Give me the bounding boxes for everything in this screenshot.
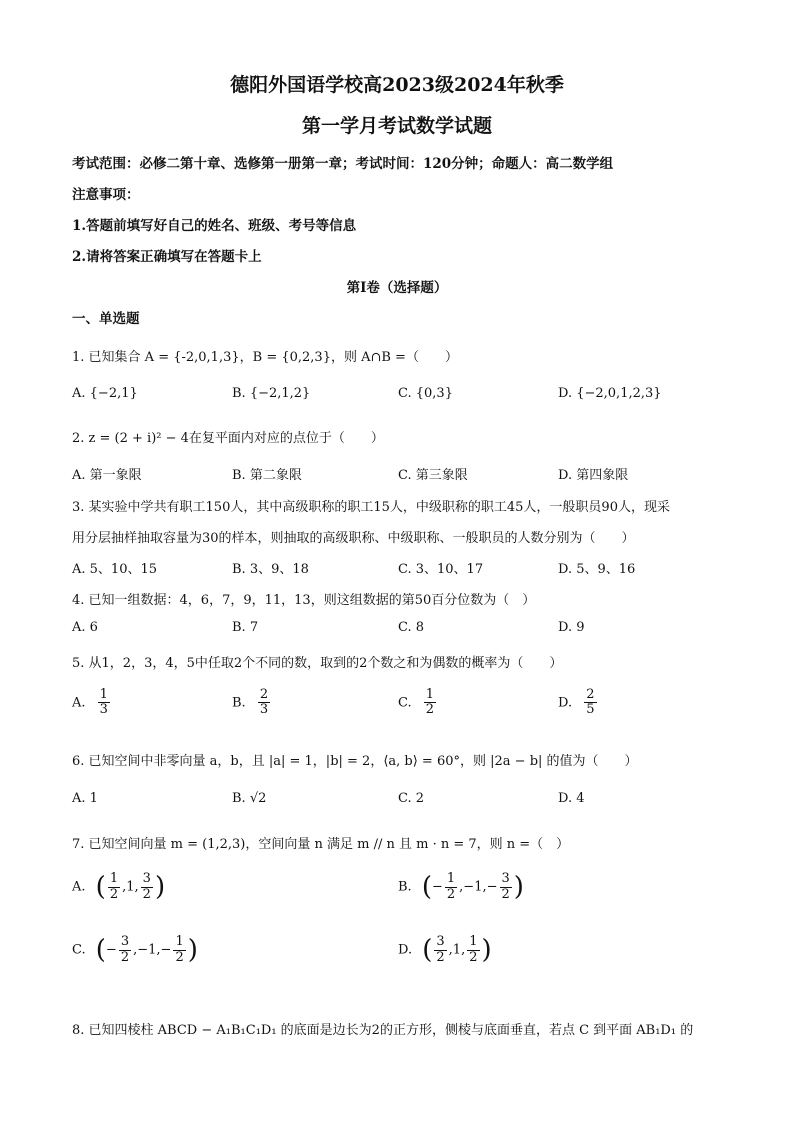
fraction-denominator: 2 (175, 949, 184, 965)
question-1-option-b: B. {−2,1,2} (232, 386, 311, 401)
option-letter: C. (398, 695, 412, 711)
option-letter: C. (72, 942, 86, 958)
option-letter: D. (398, 942, 413, 958)
question-4-stem: 4. 已知一组数据：4，6，7，9，11，13，则这组数据的第50百分位数为（ ） (72, 593, 536, 608)
option-letter: B. (232, 695, 246, 711)
question-3-option-d: D. 5、9、16 (558, 562, 636, 577)
fraction (141, 872, 153, 902)
fraction-numerator: 1 (446, 871, 456, 887)
paren-left: ( (421, 872, 432, 902)
option-letter: A. (72, 879, 86, 895)
question-2-option-b: B. 第二象限 (232, 468, 302, 483)
question-4-option-c: C. 8 (398, 620, 425, 635)
question-6-option-a: A. 1 (72, 791, 98, 806)
question-7-option-c (72, 935, 198, 965)
middle-terms: ,−1,− (133, 942, 172, 958)
exam-info: 考试范围：必修二第十章、选修第一册第一章；考试时间：120分钟；命题人：高二数学组 (72, 156, 614, 172)
fraction-numerator: 3 (120, 934, 130, 950)
fraction-numerator: 2 (259, 687, 269, 702)
question-3-option-a: A. 5、10、15 (72, 562, 158, 577)
fraction-numerator: 1 (109, 871, 119, 887)
question-5-option-c (398, 688, 438, 718)
fraction-numerator: 3 (142, 871, 151, 887)
question-4-option-d: D. 9 (558, 620, 585, 635)
sign: − (105, 942, 117, 958)
question-6-option-d: D. 4 (558, 791, 585, 806)
fraction-denominator: 2 (469, 949, 478, 965)
fraction (434, 935, 446, 965)
paren-right: ) (154, 872, 166, 902)
question-5-option-a (72, 688, 112, 718)
option-letter: D. (558, 695, 573, 711)
question-7-option-b (398, 872, 524, 902)
fraction (467, 935, 479, 965)
paren-left: ( (422, 935, 433, 965)
question-8-stem: 8. 已知四棱柱 ABCD − A₁B₁C₁D₁ 的底面是边长为2的正方形，侧棱与底面垂直，若点 C 到平面 AB₁D₁ 的 (72, 1023, 694, 1038)
fraction-denominator: 2 (501, 886, 510, 902)
question-7-option-d (398, 935, 492, 965)
fraction (424, 688, 436, 718)
question-1-option-c: C. {0,3} (398, 386, 453, 401)
paren-right: ) (513, 872, 524, 902)
fraction-numerator: 3 (436, 934, 445, 950)
fraction-denominator: 2 (120, 949, 130, 965)
exam-title-line2: 第一学月考试数学试题 (301, 115, 492, 137)
question-5-stem: 5. 从1，2，3，4，5中任取2个不同的数，取到的2个数之和为偶数的概率为（ ） (72, 656, 563, 671)
question-2-option-d: D. 第四象限 (558, 468, 629, 483)
question-3-stem-line2: 用分层抽样抽取容量为30的样本，则抽取的高级职称、中级职称、一般职员的人数分别为（ ） (72, 531, 635, 546)
question-6-stem: 6. 已知空间中非零向量 a，b，且 |a| = 1，|b| = 2，⟨a, b⟩ = 60°，则 |2a − b| 的值为（ ） (72, 754, 638, 769)
notice-item-1: 1.答题前填写好自己的姓名、班级、考号等信息 (72, 218, 357, 234)
question-4-option-b: B. 7 (232, 620, 259, 635)
question-3-stem-line1: 3. 某实验中学共有职工150人，其中高级职称的职工15人，中级职称的职工45人，一般职员90人，现采 (72, 500, 670, 515)
fraction-denominator: 2 (425, 702, 435, 718)
question-6-option-c: C. 2 (398, 791, 425, 806)
middle-terms: ,−1,− (459, 879, 498, 895)
question-1-option-d: D. {−2,0,1,2,3} (558, 386, 662, 401)
fraction-denominator: 5 (586, 702, 595, 718)
fraction-denominator: 3 (259, 702, 269, 718)
section-title: 一、单选题 (72, 311, 140, 327)
question-7-option-a (72, 872, 165, 902)
fraction-numerator: 1 (425, 687, 435, 702)
fraction-numerator: 1 (469, 934, 478, 950)
option-letter: B. (398, 879, 412, 895)
exam-title-line1: 德阳外国语学校高2023级2024年秋季 (230, 74, 564, 96)
fraction (500, 872, 512, 902)
fraction (445, 872, 457, 902)
question-3-option-c: C. 3、10、17 (398, 562, 484, 577)
fraction (98, 688, 110, 718)
question-2-option-a: A. 第一象限 (72, 468, 142, 483)
fraction (173, 935, 185, 965)
fraction-denominator: 2 (446, 886, 456, 902)
question-3-option-b: B. 3、9、18 (232, 562, 309, 577)
question-2-stem: 2. z = (2 + i)² − 4在复平面内对应的点位于（ ） (72, 431, 384, 446)
fraction-numerator: 1 (175, 934, 184, 950)
fraction (258, 688, 270, 718)
fraction-denominator: 2 (436, 949, 445, 965)
question-7-stem: 7. 已知空间向量 m = (1,2,3)，空间向量 n 满足 m // n 且 m · n = 7，则 n =（ ） (72, 837, 570, 852)
question-5-option-d (558, 688, 599, 718)
notice-item-2: 2.请将答案正确填写在答题卡上 (72, 249, 262, 265)
middle-terms: ,1, (448, 942, 466, 958)
fraction (119, 935, 131, 965)
paren-left: ( (95, 872, 106, 902)
fraction (108, 872, 120, 902)
fraction-denominator: 2 (142, 886, 151, 902)
fraction-numerator: 1 (99, 687, 108, 702)
fraction-numerator: 2 (586, 687, 595, 702)
paren-left: ( (95, 935, 106, 965)
fraction-numerator: 3 (501, 871, 510, 887)
question-5-option-b (232, 688, 272, 718)
question-1-stem: 1. 已知集合 A = {-2,0,1,3}，B = {0,2,3}，则 A∩B =（ ） (72, 350, 458, 365)
question-6-option-b: B. √2 (232, 791, 267, 806)
fraction (584, 688, 596, 718)
fraction-denominator: 2 (109, 886, 119, 902)
question-1-option-a: A. {−2,1} (72, 386, 138, 401)
paren-right: ) (481, 935, 492, 965)
question-4-option-a: A. 6 (72, 620, 98, 635)
middle-terms: ,1, (122, 879, 139, 895)
option-letter: A. (72, 695, 86, 711)
fraction-denominator: 3 (99, 702, 108, 718)
notice-label: 注意事项： (72, 187, 140, 203)
question-2-option-c: C. 第三象限 (398, 468, 468, 483)
paren-right: ) (187, 935, 198, 965)
sign: − (431, 879, 443, 895)
volume-title: 第Ⅰ卷（选择题） (346, 280, 448, 296)
